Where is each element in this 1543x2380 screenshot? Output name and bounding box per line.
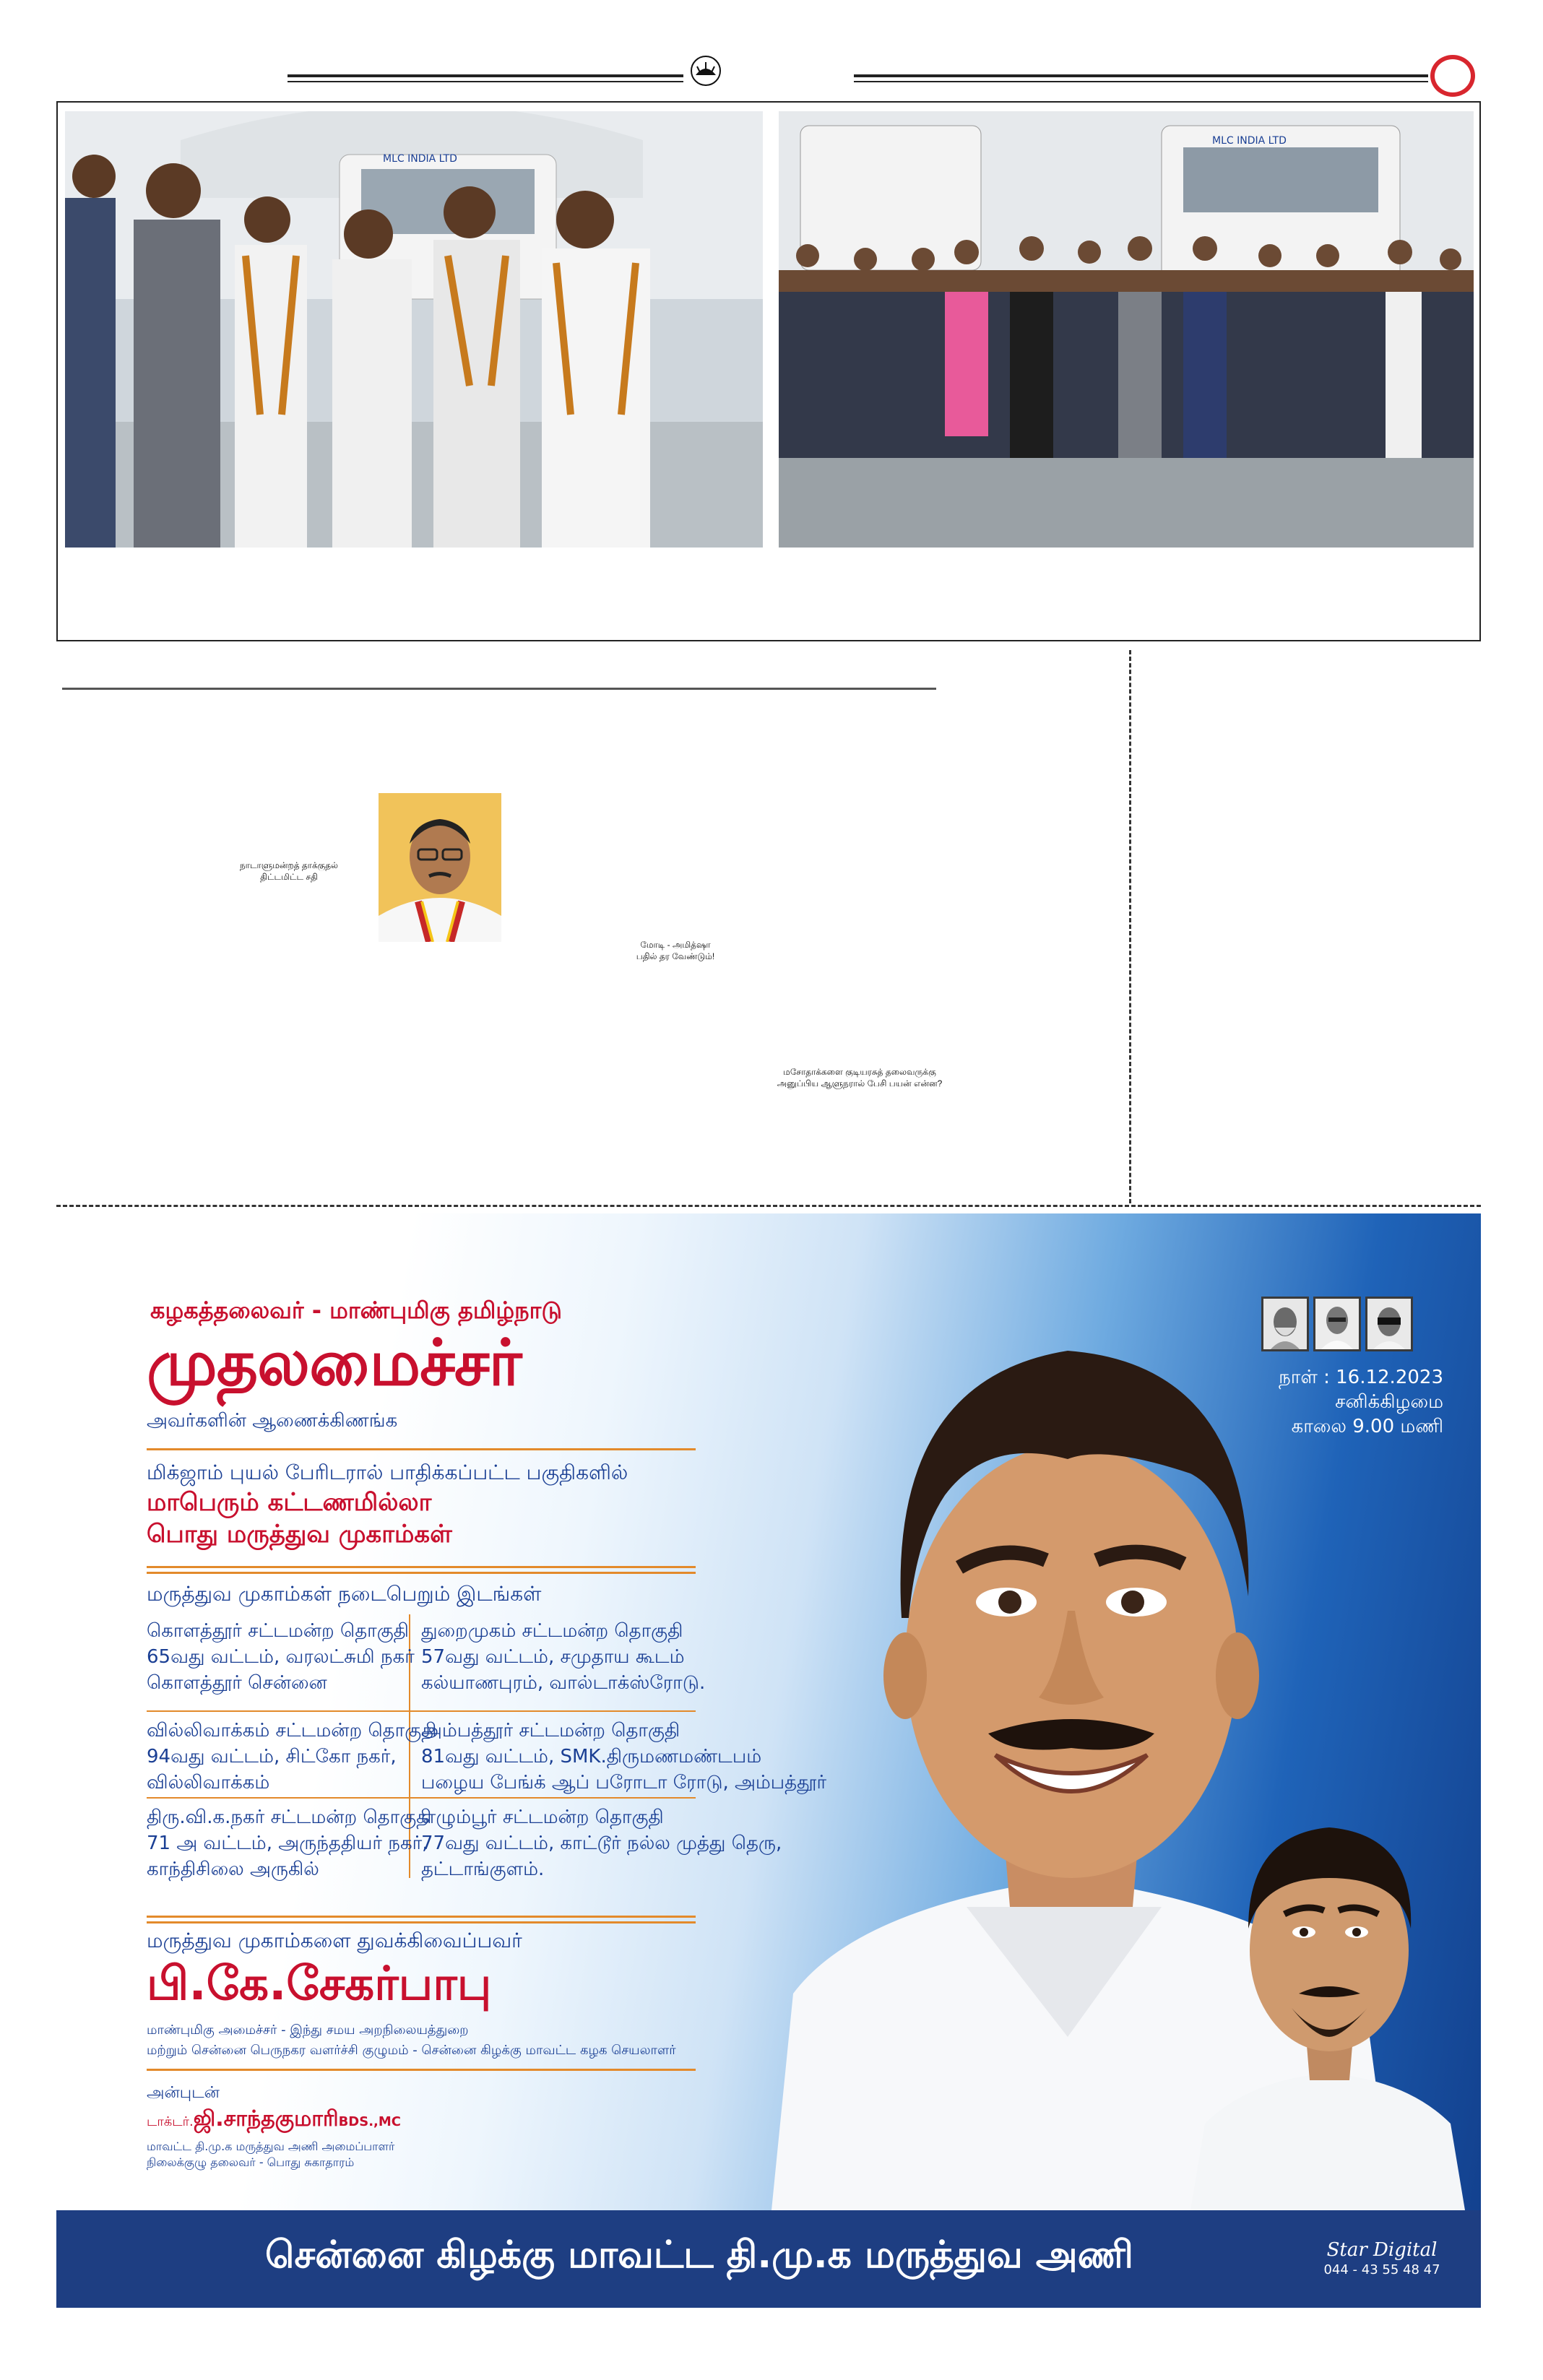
snippet-right-line-2: அனுப்பிய ஆளுநரால் பேசி பயன் என்ன? bbox=[777, 1078, 943, 1089]
ad-minister-designation-1: மாண்புமிகு அமைச்சர் - இந்து சமய அறநிலையத்துறை bbox=[147, 2022, 469, 2038]
location-line: 57வது வட்டம், சமுதாய கூடம் bbox=[421, 1646, 685, 1668]
location-line: அம்பத்தூர் சட்டமன்ற தொகுதி bbox=[421, 1720, 680, 1741]
location-harbour bbox=[421, 1618, 705, 1696]
header-rule-right-thin bbox=[854, 81, 1428, 82]
location-line: கல்யாணபுரம், வால்டாக்ஸ்ரோடு. bbox=[421, 1672, 706, 1694]
ad-day: சனிக்கிழமை bbox=[1335, 1391, 1443, 1413]
ad-places-heading: மருத்துவ முகாம்கள் நடைபெறும் இடங்கள் bbox=[147, 1582, 542, 1606]
location-line: 81வது வட்டம், SMK.திருமணமண்டபம் bbox=[421, 1746, 762, 1767]
location-line: எழும்பூர் சட்டமன்ற தொகுதி bbox=[421, 1806, 664, 1828]
location-line: கொளத்தூர் சென்னை bbox=[147, 1672, 327, 1694]
header-rule-left-thin bbox=[288, 81, 683, 82]
ad-subtitle: அவர்களின் ஆணைக்கிணங்க bbox=[147, 1410, 398, 1432]
location-ambattur bbox=[421, 1718, 826, 1796]
agency-phone: 044 - 43 55 48 47 bbox=[1323, 2262, 1440, 2277]
location-thiru-vi-ka-nagar bbox=[147, 1804, 431, 1882]
ad-intro: மிக்ஜாம் புயல் பேரிடரால் பாதிக்கப்பட்ட பகுதிகளில் bbox=[147, 1461, 628, 1484]
ad-doctor-name: ஜி.சாந்தகுமாரி bbox=[193, 2106, 339, 2132]
location-line: தட்டாங்குளம். bbox=[421, 1858, 545, 1880]
ad-title: முதலமைச்சர் bbox=[147, 1325, 522, 1400]
page-marker-ring bbox=[1430, 55, 1475, 97]
locations-row-divider-1 bbox=[147, 1710, 696, 1712]
ad-headline-2: பொது மருத்துவ முகாம்கள் bbox=[147, 1520, 452, 1549]
news-photo-right bbox=[779, 111, 1474, 548]
agency-name: Star Digital bbox=[1326, 2239, 1438, 2261]
news-photo-left bbox=[65, 111, 763, 548]
location-line: வில்லிவாக்கம் bbox=[147, 1772, 270, 1793]
ad-rule-5 bbox=[147, 1921, 696, 1924]
ad-date: நாள் : 16.12.2023 bbox=[1279, 1367, 1443, 1388]
location-egmore bbox=[421, 1804, 782, 1882]
ad-doctor-suffix: BDS.,MC bbox=[338, 2114, 401, 2129]
location-line: கொளத்தூர் சட்டமன்ற தொகுதி bbox=[147, 1620, 409, 1642]
column-rule bbox=[62, 688, 936, 690]
location-villivakkam bbox=[147, 1718, 436, 1796]
ad-event-datetime bbox=[1241, 1365, 1443, 1439]
ad-minister-name: பி.கே.சேகர்பாபு bbox=[147, 1957, 492, 2011]
leader-thumbnail-2 bbox=[1313, 1297, 1361, 1351]
ad-rule-4 bbox=[147, 1916, 696, 1918]
header-rule-right bbox=[854, 74, 1428, 77]
location-line: 77வது வட்டம், காட்டூர் நல்ல முத்து தெரு, bbox=[421, 1832, 782, 1854]
ad-anbudan: அன்புடன் bbox=[147, 2084, 220, 2102]
location-line: 71 அ வட்டம், அருந்ததியர் நகர், bbox=[147, 1832, 428, 1854]
truck-sign-left: MLC INDIA LTD bbox=[383, 153, 457, 165]
header-rule-left bbox=[288, 74, 683, 77]
truck-sign-right: MLC INDIA LTD bbox=[1212, 135, 1287, 147]
snippet-left-line-1: நாடாளுமன்றத் தாக்குதல் bbox=[239, 860, 338, 870]
news-photo-box bbox=[56, 101, 1481, 641]
ad-time: காலை 9.00 மணி bbox=[1291, 1416, 1443, 1437]
snippet-left-line-2: திட்டமிட்ட சதி bbox=[260, 872, 318, 882]
location-line: வில்லிவாக்கம் சட்டமன்ற தொகுதி bbox=[147, 1720, 437, 1741]
leader-thumbnail-3 bbox=[1365, 1297, 1413, 1351]
ad-header-line: கழகத்தலைவர் - மாண்புமிகு தமிழ்நாடு bbox=[150, 1297, 562, 1324]
snippet-center-line-2: பதில் தர வேண்டும்! bbox=[636, 951, 715, 961]
ad-doctor-prefix: டாக்டர். bbox=[147, 2114, 194, 2129]
snippet-parliament-attack bbox=[217, 860, 361, 883]
snippet-governor-bills bbox=[751, 1066, 968, 1089]
ad-rule-2 bbox=[147, 1566, 696, 1568]
column-divider-vertical bbox=[1129, 650, 1131, 1203]
ad-doctor-designation-2: நிலைக்குழு தலைவர் - பொது சுகாதாரம் bbox=[147, 2155, 355, 2169]
ad-rule-3 bbox=[147, 1572, 696, 1574]
ad-headline-1: மாபெரும் கட்டணமில்லா bbox=[147, 1488, 432, 1517]
location-line: 65வது வட்டம், வரலட்சுமி நகர் bbox=[147, 1646, 415, 1668]
ad-minister-designation-2: மற்றும் சென்னை பெருநகர வளர்ச்சி குழுமம் - சென்னை கிழக்கு மாவட்ட கழக செயலாளர் bbox=[147, 2043, 676, 2058]
leader-thumbnail-1 bbox=[1261, 1297, 1309, 1351]
ad-footer-text: சென்னை கிழக்கு மாவட்ட தி.மு.க மருத்துவ அணி bbox=[264, 2233, 1134, 2277]
rising-sun-emblem-icon bbox=[690, 55, 722, 87]
section-divider-horizontal bbox=[56, 1205, 1481, 1207]
location-kolathur bbox=[147, 1618, 415, 1696]
location-line: 94வது வட்டம், சிட்கோ நகர், bbox=[147, 1746, 397, 1767]
location-line: காந்திசிலை அருகில் bbox=[147, 1858, 319, 1880]
location-line: பழைய பேங்க் ஆப் பரோடா ரோடு, அம்பத்தூர் bbox=[421, 1772, 827, 1793]
medical-camp-advertisement bbox=[56, 1213, 1481, 2308]
ad-rule-6 bbox=[147, 2069, 696, 2071]
snippet-right-line-1: மசோதாக்களை குடியரசுத் தலைவருக்கு bbox=[783, 1067, 936, 1077]
ad-inaugurated-by-label: மருத்துவ முகாம்களை துவக்கிவைப்பவர் bbox=[147, 1929, 522, 1952]
columnist-portrait bbox=[379, 793, 501, 942]
location-line: துறைமுகம் சட்டமன்ற தொகுதி bbox=[421, 1620, 683, 1642]
ad-doctor-name-line bbox=[147, 2106, 401, 2134]
ad-rule-1 bbox=[147, 1448, 696, 1450]
agency-credit bbox=[1313, 2239, 1451, 2277]
snippet-center-line-1: மோடி - அமித்ஷா bbox=[640, 940, 711, 950]
locations-row-divider-2 bbox=[147, 1797, 696, 1799]
ad-doctor-designation-1: மாவட்ட தி.மு.க மருத்துவ அணி அமைப்பாளர் bbox=[147, 2139, 395, 2153]
snippet-modi-amitshah bbox=[600, 939, 751, 962]
location-line: திரு.வி.க.நகர் சட்டமன்ற தொகுதி bbox=[147, 1806, 432, 1828]
